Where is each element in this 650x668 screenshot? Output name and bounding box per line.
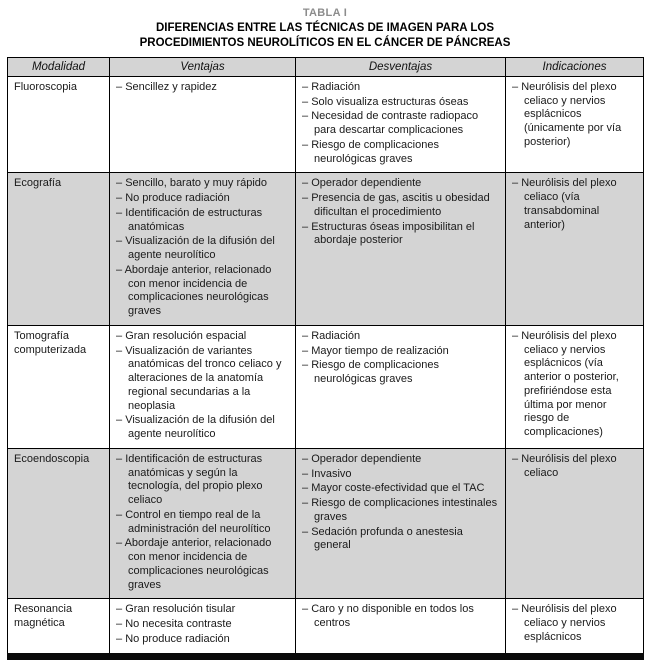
list-item: – Abordaje anterior, relacionado con menor incidencia de complicaciones neurológicas graves bbox=[116, 537, 289, 592]
list-item: – Radiación bbox=[302, 330, 499, 344]
indicaciones-cell bbox=[506, 448, 644, 599]
list-item: – Visualización de la difusión del agente neurolítico bbox=[116, 235, 289, 263]
list-item: – Gran resolución espacial bbox=[116, 330, 289, 344]
header-desventajas: Desventajas bbox=[296, 57, 506, 76]
modality-cell: Resonancia magnética bbox=[8, 599, 110, 656]
modality-cell: Ecoendoscopia bbox=[8, 448, 110, 599]
bullet-list bbox=[116, 603, 289, 646]
ventajas-cell bbox=[110, 173, 296, 326]
modality-cell: Ecografía bbox=[8, 173, 110, 326]
list-item: – No produce radiación bbox=[116, 192, 289, 206]
table-row bbox=[8, 76, 644, 173]
header-ventajas: Ventajas bbox=[110, 57, 296, 76]
ventajas-cell bbox=[110, 325, 296, 448]
bullet-list bbox=[302, 177, 499, 248]
list-item: – Gran resolución tisular bbox=[116, 603, 289, 617]
bullet-list bbox=[302, 81, 499, 167]
modality-cell: Tomografía computerizada bbox=[8, 325, 110, 448]
desventajas-cell bbox=[296, 76, 506, 173]
table-title: DIFERENCIAS ENTRE LAS TÉCNICAS DE IMAGEN PARA LOS PROCEDIMIENTOS NEUROLÍTICOS EN EL CÁNCER DE PÁNCREAS bbox=[139, 22, 511, 49]
list-item: – Neurólisis del plexo celiaco y nervios esplácnicos (vía anterior o posterior, prefiriéndose esta última por menor riesgo de complicaciones) bbox=[512, 330, 637, 440]
list-item: – Sencillez y rapidez bbox=[116, 81, 289, 95]
list-item: – Neurólisis del plexo celiaco y nervios esplácnicos (únicamente por vía posterior) bbox=[512, 81, 637, 150]
list-item: – Visualización de variantes anatómicas del tronco celiaco y alteraciones de la anatomía regional secundarias a la neoplasia bbox=[116, 345, 289, 414]
list-item: – Operador dependiente bbox=[302, 453, 499, 467]
ventajas-cell bbox=[110, 76, 296, 173]
list-item: – Mayor tiempo de realización bbox=[302, 345, 499, 359]
table-row bbox=[8, 599, 644, 656]
bullet-list bbox=[302, 603, 499, 631]
list-item: – Radiación bbox=[302, 81, 499, 95]
table-header bbox=[8, 57, 644, 76]
table-caption bbox=[7, 7, 643, 51]
bullet-list bbox=[116, 81, 289, 95]
table-label: TABLA I bbox=[302, 7, 348, 19]
list-item: – Sencillo, barato y muy rápido bbox=[116, 177, 289, 191]
list-item: – Neurólisis del plexo celiaco y nervios esplácnicos bbox=[512, 603, 637, 644]
indicaciones-cell bbox=[506, 173, 644, 326]
bullet-list bbox=[512, 81, 637, 150]
desventajas-cell bbox=[296, 325, 506, 448]
comparison-table bbox=[7, 57, 644, 660]
list-item: – Mayor coste-efectividad que el TAC bbox=[302, 482, 499, 496]
list-item: – Identificación de estructuras anatómicas y según la tecnología, del propio plexo celiaco bbox=[116, 453, 289, 508]
list-item: – Neurólisis del plexo celiaco bbox=[512, 453, 637, 481]
indicaciones-cell bbox=[506, 76, 644, 173]
bullet-list bbox=[512, 177, 637, 232]
modality-cell: Fluoroscopia bbox=[8, 76, 110, 173]
list-item: – Invasivo bbox=[302, 468, 499, 482]
ventajas-cell bbox=[110, 448, 296, 599]
list-item: – Estructuras óseas imposibilitan el abordaje posterior bbox=[302, 221, 499, 249]
bullet-list bbox=[116, 177, 289, 319]
list-item: – Identificación de estructuras anatómicas bbox=[116, 207, 289, 235]
header-modalidad: Modalidad bbox=[8, 57, 110, 76]
indicaciones-cell bbox=[506, 325, 644, 448]
bullet-list bbox=[302, 330, 499, 387]
list-item: – Caro y no disponible en todos los centros bbox=[302, 603, 499, 631]
list-item: – Presencia de gas, ascitis u obesidad dificultan el procedimiento bbox=[302, 192, 499, 220]
table-row bbox=[8, 173, 644, 326]
bullet-list bbox=[512, 603, 637, 644]
list-item: – Visualización de la difusión del agente neurolítico bbox=[116, 414, 289, 442]
list-item: – Sedación profunda o anestesia general bbox=[302, 526, 499, 554]
list-item: – Solo visualiza estructuras óseas bbox=[302, 96, 499, 110]
list-item: – No produce radiación bbox=[116, 633, 289, 647]
list-item: – Riesgo de complicaciones intestinales graves bbox=[302, 497, 499, 525]
list-item: – Neurólisis del plexo celiaco (vía transabdominal anterior) bbox=[512, 177, 637, 232]
header-row bbox=[8, 57, 644, 76]
bullet-list bbox=[302, 453, 499, 553]
desventajas-cell bbox=[296, 599, 506, 656]
bullet-list bbox=[116, 453, 289, 593]
bullet-list bbox=[512, 453, 637, 481]
list-item: – Riesgo de complicaciones neurológicas graves bbox=[302, 139, 499, 167]
indicaciones-cell bbox=[506, 599, 644, 656]
list-item: – Control en tiempo real de la administración del neurolítico bbox=[116, 509, 289, 537]
table-row bbox=[8, 448, 644, 599]
header-indicaciones: Indicaciones bbox=[506, 57, 644, 76]
bullet-list bbox=[512, 330, 637, 440]
list-item: – Abordaje anterior, relacionado con menor incidencia de complicaciones neurológicas graves bbox=[116, 264, 289, 319]
ventajas-cell bbox=[110, 599, 296, 656]
desventajas-cell bbox=[296, 448, 506, 599]
bullet-list bbox=[116, 330, 289, 442]
table-row bbox=[8, 325, 644, 448]
list-item: – Necesidad de contraste radiopaco para descartar complicaciones bbox=[302, 110, 499, 138]
list-item: – Operador dependiente bbox=[302, 177, 499, 191]
table-body bbox=[8, 76, 644, 656]
desventajas-cell bbox=[296, 173, 506, 326]
list-item: – No necesita contraste bbox=[116, 618, 289, 632]
list-item: – Riesgo de complicaciones neurológicas graves bbox=[302, 359, 499, 387]
